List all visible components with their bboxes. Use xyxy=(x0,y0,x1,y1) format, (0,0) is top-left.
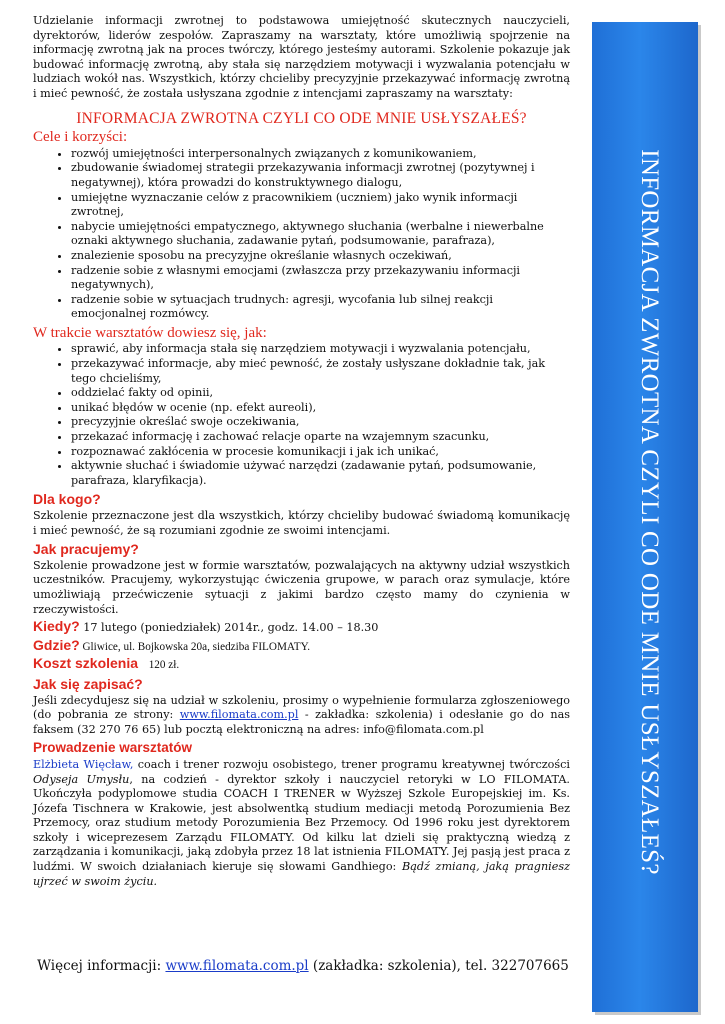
page-title: INFORMACJA ZWROTNA CZYLI CO ODE MNIE USŁYSZAŁEŚ? xyxy=(76,109,527,127)
footer-suffix: (zakładka: szkolenia), tel. 322707665 xyxy=(308,958,569,974)
cost-heading: Koszt szkolenia xyxy=(33,655,139,672)
program-name: Odyseja Umysłu xyxy=(33,772,130,786)
goals-list xyxy=(33,147,570,322)
where-row xyxy=(33,638,570,655)
where-heading: Gdzie? xyxy=(33,636,80,653)
audience-heading: Dla kogo? xyxy=(33,491,101,508)
signup-link[interactable]: www.filomata.com.pl xyxy=(179,708,299,722)
list-item: • przekazywać informacje, aby mieć pewność, że zostały usłyszane dokładnie tak, jak tego chcieliśmy, xyxy=(71,357,570,386)
list-item: • zbudowanie świadomej strategii przekazywania informacji zwrotnej (pozytywnej i negatywnej), która prowadzi do konstruktywnego dialogu, xyxy=(71,161,570,190)
footer-link[interactable]: www.filomata.com.pl xyxy=(165,958,309,974)
footer-prefix: Więcej informacji: xyxy=(37,958,166,974)
goals-heading: Cele i korzyści: xyxy=(33,129,128,146)
list-item: • radzenie sobie z własnymi emocjami (zwłaszcza przy przekazywaniu informacji negatywnych), xyxy=(71,264,570,293)
intro-paragraph: Udzielanie informacji zwrotnej to podstawowa umiejętność skutecznych nauczycieli, dyrektorów, liderów zespołów. Zapraszamy na warsztaty, które umożliwią spojrzenie na informację zwrotną jak na proces twórczy, którego jesteśmy autorami. Szkolenie pokazuje jak budować informację zwrotną, aby stała się narzędziem motywacji i wyzwalania potencjału w ludziach wokół nas. Wszystkich, którzy chcieliby precyzyjnie przekazywać informację zwrotną i mieć pewność, że została usłyszana zgodnie z intencjami zapraszamy na warsztaty: xyxy=(33,14,570,100)
footer-contact xyxy=(33,958,573,974)
when-heading: Kiedy? xyxy=(33,618,80,635)
trainer-bio-part: , na codzień - dyrektor szkoły i nauczyciel retoryki w LO FILOMATA. Ukończyła podyplomowe studia COACH I TRENER w Wyższej Szkole Europejskiej im. Ks. Józefa Tischnera w Krakowie, jest absolwentką studium mediacji metodą Porozumienia Bez Przemocy, oraz studium metody Porozumienia Bez Przemocy. Od 1996 roku jest dyrektorem szkoły i wiceprezesem Zarządu FILOMATY. Od kilku lat dzieli się praktyczną wiedzą z zarządzania i komunikacji, jaką zdobyła przez 18 lat istnienia FILOMATY. Jej pasją jest praca z ludźmi. W swoich działaniach kieruje się słowami Gandhiego: xyxy=(33,772,570,874)
list-item: • umiejętne wyznaczanie celów z pracownikiem (uczniem) jako wynik informacji zwrotnej, xyxy=(71,191,570,220)
trainer-bio xyxy=(33,758,570,889)
list-item: • oddzielać fakty od opinii, xyxy=(71,386,570,401)
list-item: • aktywnie słuchać i świadomie używać narzędzi (zadawanie pytań, podsumowanie, parafraza, klaryfikacja). xyxy=(71,459,570,488)
when-value: 17 lutego (poniedziałek) 2014r., godz. 14.00 – 18.30 xyxy=(79,621,379,635)
signup-heading: Jak się zapisać? xyxy=(33,675,143,692)
list-item: • sprawić, aby informacja stała się narzędziem motywacji i wyzwalania potencjału, xyxy=(71,342,570,357)
method-text: Szkolenie prowadzone jest w formie warsztatów, pozwalających na aktywny udział wszystkich uczestników. Pracujemy, wykorzystując ćwiczenia grupowe, w parach oraz symulacje, które umożliwiają przećwiczenie sytuacji z jakimi bardzo często mamy do czynienia w rzeczywistości. xyxy=(33,558,570,616)
sidebar-title: INFORMACJA ZWROTNA CZYLI CO ODE MNIE USŁYSZAŁEŚ? xyxy=(636,149,663,875)
when-row xyxy=(33,619,570,636)
audience-text: Szkolenie przeznaczone jest dla wszystkich, którzy chcieliby budować świadomą komunikację i mieć pewność, że są rozumiani zgodnie ze swoimi intencjami. xyxy=(33,509,570,537)
list-item: • rozwój umiejętności interpersonalnych związanych z komunikowaniem, xyxy=(71,147,570,162)
signup-text xyxy=(33,694,570,738)
list-item: • precyzyjnie określać swoje oczekiwania, xyxy=(71,415,570,430)
signup-text-before: Jeśli zdecydujesz się na udział w szkoleniu, prosimy o wypełnienie formularza zgłoszeniowego (do pobrania ze strony: xyxy=(33,693,570,722)
list-item: • nabycie umiejętności empatycznego, aktywnego słuchania (werbalne i niewerbalne oznaki aktywnego słuchania, zadawanie pytań, podsumowanie, parafraza), xyxy=(71,220,570,249)
signup-text-after: - zakładka: szkolenia) i odesłanie go do nas faksem (32 270 76 65) lub pocztą elektroniczną na adres: info@filomata.com.pl xyxy=(33,708,570,736)
gandhi-quote: Bądź zmianą, jaką pragniesz ujrzeć w swoim życiu. xyxy=(33,860,570,888)
method-heading: Jak pracujemy? xyxy=(33,541,139,558)
flyer-content xyxy=(33,14,570,889)
cost-row xyxy=(33,656,570,673)
trainer-name: Elżbieta Więcław, xyxy=(33,757,134,771)
learn-heading: W trakcie warsztatów dowiesz się, jak: xyxy=(33,324,267,341)
where-value: Gliwice, ul. Bojkowska 20a, siedziba FILOMATY. xyxy=(79,640,311,653)
list-item: • rozpoznawać zakłócenia w procesie komunikacji i jak ich unikać, xyxy=(71,445,570,460)
trainer-bio-part: coach i trener rozwoju osobistego, trener programu kreatywnej twórczości xyxy=(133,757,570,771)
cost-value: 120 zł. xyxy=(148,659,180,672)
list-item: • znalezienie sposobu na precyzyjne określanie własnych oczekiwań, xyxy=(71,249,570,264)
trainer-heading: Prowadzenie warsztatów xyxy=(33,740,193,756)
learn-list xyxy=(33,342,570,488)
list-item: • radzenie sobie w sytuacjach trudnych: agresji, wycofania lub silnej reakcji emocjonalnej rozmówcy. xyxy=(71,293,570,322)
list-item: • unikać błędów w ocenie (np. efekt aureoli), xyxy=(71,401,570,416)
list-item: • przekazać informację i zachować relacje oparte na wzajemnym szacunku, xyxy=(71,430,570,445)
